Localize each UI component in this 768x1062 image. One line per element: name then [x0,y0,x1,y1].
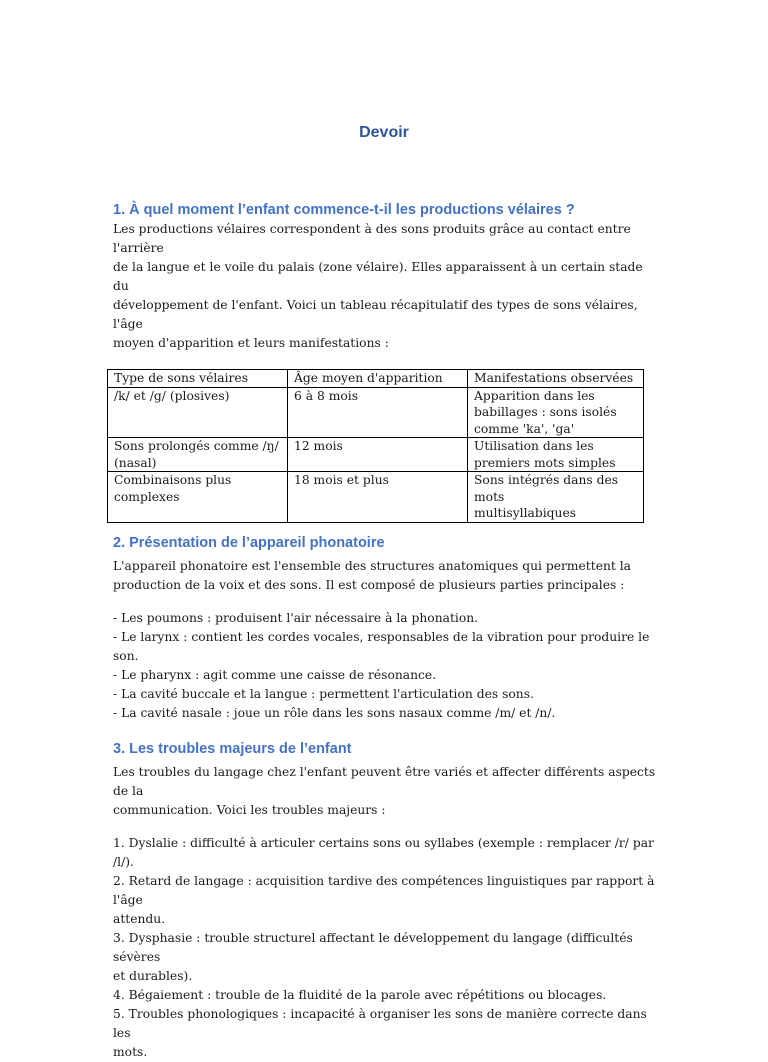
table-cell-type [108,472,288,523]
section-3-intro [113,763,658,820]
list-item: 4. Bégaiement : trouble de la fluidité de la parole avec répétitions ou blocages. [113,987,607,1002]
list-item: - Les poumons : produisent l'air nécessaire à la phonation. [113,610,479,625]
table-header-cell: Type de sons vélaires [108,370,288,388]
table-cell-age [288,472,468,523]
text-line: de la langue et le voile du palais (zone vélaire). Elles apparaissent à un certain stade du [113,260,643,293]
text-line: L'appareil phonatoire est l'ensemble des structures anatomiques qui permettent la [113,558,632,573]
disorders-list [113,834,658,1062]
table-row [108,438,644,472]
list-item: mots. [113,1044,148,1059]
text-line: moyen d'apparition et leurs manifestations : [113,336,389,350]
list-item: - La cavité buccale et la langue : permettent l'articulation des sons. [113,686,534,701]
cell-line: Combinaisons plus [114,473,232,487]
text-line: production de la voix et des sons. Il est composé de plusieurs parties principales : [113,577,625,592]
table-cell-type [108,387,288,438]
table-cell-manifestation [468,472,644,523]
table-header-cell: Âge moyen d'apparition [288,370,468,388]
section-1-intro [113,220,658,353]
cell-line: Apparition dans les [474,388,595,403]
section-1-heading: 1. À quel moment l’enfant commence-t-il les productions vélaires ? [113,202,575,218]
document-body [113,200,658,1062]
cell-line: premiers mots simples [474,455,616,470]
table-cell-manifestation [468,438,644,472]
velar-table-wrap [113,369,658,523]
cell-line: Utilisation dans les [474,439,594,453]
document-title: Devoir [359,124,409,141]
cell-line: (nasal) [114,455,157,470]
section-2-intro [113,557,658,595]
list-item: et durables). [113,968,193,983]
cell-line: complexes [114,489,180,504]
list-item: 2. Retard de langage : acquisition tardive des compétences linguistiques par rapport à l'âge [113,873,655,907]
cell-line: 18 mois et plus [294,473,389,487]
cell-line: babillages : sons isolés [474,405,617,419]
cell-line: /k/ et /g/ (plosives) [114,388,230,403]
text-line: communication. Voici les troubles majeurs : [113,802,386,817]
list-item: 5. Troubles phonologiques : incapacité à organiser les sons de manière correcte dans les [113,1006,647,1040]
table-header-row [108,370,644,388]
cell-line: Sons prolongés comme /ŋ/ [114,439,279,453]
cell-line: 6 à 8 mois [294,388,359,403]
list-item: - La cavité nasale : joue un rôle dans les sons nasaux comme /m/ et /n/. [113,705,556,720]
velar-sounds-table [107,369,644,523]
table-row [108,472,644,523]
text-line: Les productions vélaires correspondent à des sons produits grâce au contact entre l'arrière [113,222,631,255]
section-3-heading: 3. Les troubles majeurs de l’enfant [113,740,352,757]
table-cell-age [288,387,468,438]
cell-line: comme 'ka', 'ga' [474,421,575,436]
table-cell-manifestation [468,387,644,438]
list-item: attendu. [113,911,166,926]
table-cell-age [288,438,468,472]
list-item: - Le pharynx : agit comme une caisse de résonance. [113,667,437,682]
table-row [108,387,644,438]
table-cell-type [108,438,288,472]
table-header-cell: Manifestations observées [468,370,644,388]
cell-line: multisyllabiques [474,506,577,520]
list-item: - Le larynx : contient les cordes vocales, responsables de la vibration pour produire le son. [113,629,650,663]
cell-line: Sons intégrés dans des mots [474,473,619,504]
section-2-heading: 2. Présentation de l’appareil phonatoire [113,534,385,551]
text-line: Les troubles du langage chez l'enfant peuvent être variés et affecter différents aspects de la [113,764,656,798]
cell-line: 12 mois [294,439,343,453]
list-item: 1. Dyslalie : difficulté à articuler certains sons ou syllabes (exemple : remplacer /r/ par /l/). [113,835,654,869]
list-item: 3. Dysphasie : trouble structurel affectant le développement du langage (difficultés sévères [113,930,633,964]
phonatory-parts-list [113,609,658,723]
text-line: développement de l'enfant. Voici un tableau récapitulatif des types de sons vélaires, l'âge [113,298,638,331]
